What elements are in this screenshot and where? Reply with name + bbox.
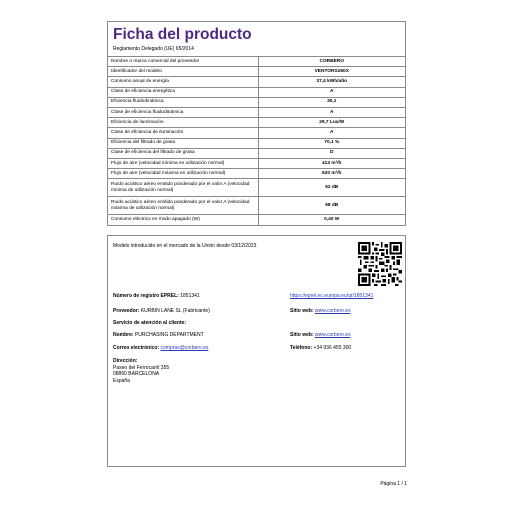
table-row (108, 148, 405, 158)
eprel-link[interactable]: https://eprel.ec.europa.eu/qr/1851341 (290, 293, 374, 299)
spec-value: 70,1 % (258, 138, 405, 148)
address-line: 08860 BARCELONA (113, 371, 160, 377)
page-number: Página 1 / 1 (380, 481, 407, 487)
supplier-label: Proveedor: (113, 308, 140, 314)
spec-value: A (258, 87, 405, 97)
spec-label: Clase de eficiencia de iluminación (108, 128, 258, 138)
spec-label: Flujo de aire (velocidad mínima en utilización normal) (108, 159, 258, 169)
qr-code-icon[interactable] (358, 242, 402, 286)
service-heading: Servicio de atención al cliente: (113, 320, 187, 326)
spec-label: Eficiencia del filtrado de grasa (108, 138, 258, 148)
eprel-number: 1851341 (180, 293, 200, 299)
spec-value: 0,40 W (258, 215, 405, 225)
table-row (108, 169, 405, 179)
spec-label: Eficiencia fluidodinámica (108, 97, 258, 107)
supplier-row (113, 308, 210, 315)
title-block (108, 22, 405, 57)
eprel-link-cell (290, 293, 373, 300)
table-row (108, 179, 405, 197)
table-row (108, 87, 405, 97)
email-row (113, 345, 208, 352)
address-label: Dirección: (113, 358, 138, 364)
table-row (108, 138, 405, 148)
specs-table (108, 57, 405, 225)
table-row (108, 197, 405, 215)
address-block (113, 358, 169, 384)
spec-value: 620 m³/h (258, 169, 405, 179)
eprel-label: Número de registro EPREL: (113, 293, 179, 299)
contact-name-value: PURCHASING DEPARTMENT (134, 332, 204, 338)
page-title: Ficha del producto (113, 26, 252, 43)
table-row (108, 77, 405, 87)
spec-label: Ruido acústico aéreo emitido ponderado por el valor A (velocidad mínima de utilización normal) (108, 179, 258, 197)
spec-value: A (258, 108, 405, 118)
spec-label: Eficiencia de iluminación (108, 118, 258, 128)
spec-value: 68 dB (258, 197, 405, 215)
spec-value: VENTORS260X (258, 67, 405, 77)
spec-value: 29,7 Lux/W (258, 118, 405, 128)
spec-label: Nombre o marca comercial del proveedor (108, 57, 258, 67)
spec-label: Flujo de aire (velocidad máxima en utilización normal) (108, 169, 258, 179)
spec-label: Clase de eficiencia fluidodinámica (108, 108, 258, 118)
website2-cell (290, 332, 351, 339)
phone-cell (290, 345, 351, 352)
address-line: Paseo del Ferrocarril 355 (113, 364, 170, 371)
spec-label: Clase de eficiencia energética (108, 87, 258, 97)
product-sheet (107, 21, 406, 226)
table-row (108, 118, 405, 128)
table-row (108, 97, 405, 107)
spec-value: D (258, 148, 405, 158)
spec-label: Clase de eficiencia del filtrado de grasa (108, 148, 258, 158)
email-label: Correo electrónico: (113, 345, 160, 351)
table-row (108, 128, 405, 138)
website-label: Sitio web: (290, 308, 314, 314)
spec-value: 413 m³/h (258, 159, 405, 169)
table-row (108, 67, 405, 77)
regulation-subtitle: Reglamento Delegado (UE) 65/2014 (113, 46, 194, 52)
phone-label: Teléfono: (290, 345, 313, 351)
address-line: España (113, 377, 130, 384)
spec-label: Ruido acústico aéreo emitido ponderado por el valor A (velocidad máxima de utilización normal) (108, 197, 258, 215)
spec-value: CORBERO (319, 58, 345, 64)
spec-label: Consumo anual de energía (108, 77, 258, 87)
spec-label: Consumo eléctrico en modo apagado (W) (108, 215, 258, 225)
email-link[interactable]: compras@corbero.es (160, 345, 209, 351)
website-link[interactable]: www.corbero.es (315, 308, 351, 314)
table-row (108, 159, 405, 169)
spec-value: 62 dB (258, 179, 405, 197)
spec-label: Identificador del modelo (108, 67, 258, 77)
website2-label: Sitio web: (290, 332, 314, 338)
website-cell (290, 308, 351, 315)
contact-name-row (113, 332, 204, 339)
supplier-info-panel (107, 235, 406, 467)
spec-value: 37,4 kWh/año (258, 77, 405, 87)
supplier-value: KURBIN LANE SL (Fabricante) (140, 308, 210, 314)
contact-name-label: Nombre: (113, 332, 134, 338)
eprel-row (113, 293, 200, 300)
table-row (108, 108, 405, 118)
market-intro-text: Modelo introducido en el mercado de la Unión desde 03/12/2023 (113, 243, 257, 249)
phone-value: +34 936 455 300 (313, 345, 352, 351)
spec-value: A (258, 128, 405, 138)
website2-link[interactable]: www.corbero.es (315, 332, 351, 338)
spec-value: 30,1 (258, 97, 405, 107)
table-row (108, 57, 405, 67)
table-row (108, 215, 405, 225)
